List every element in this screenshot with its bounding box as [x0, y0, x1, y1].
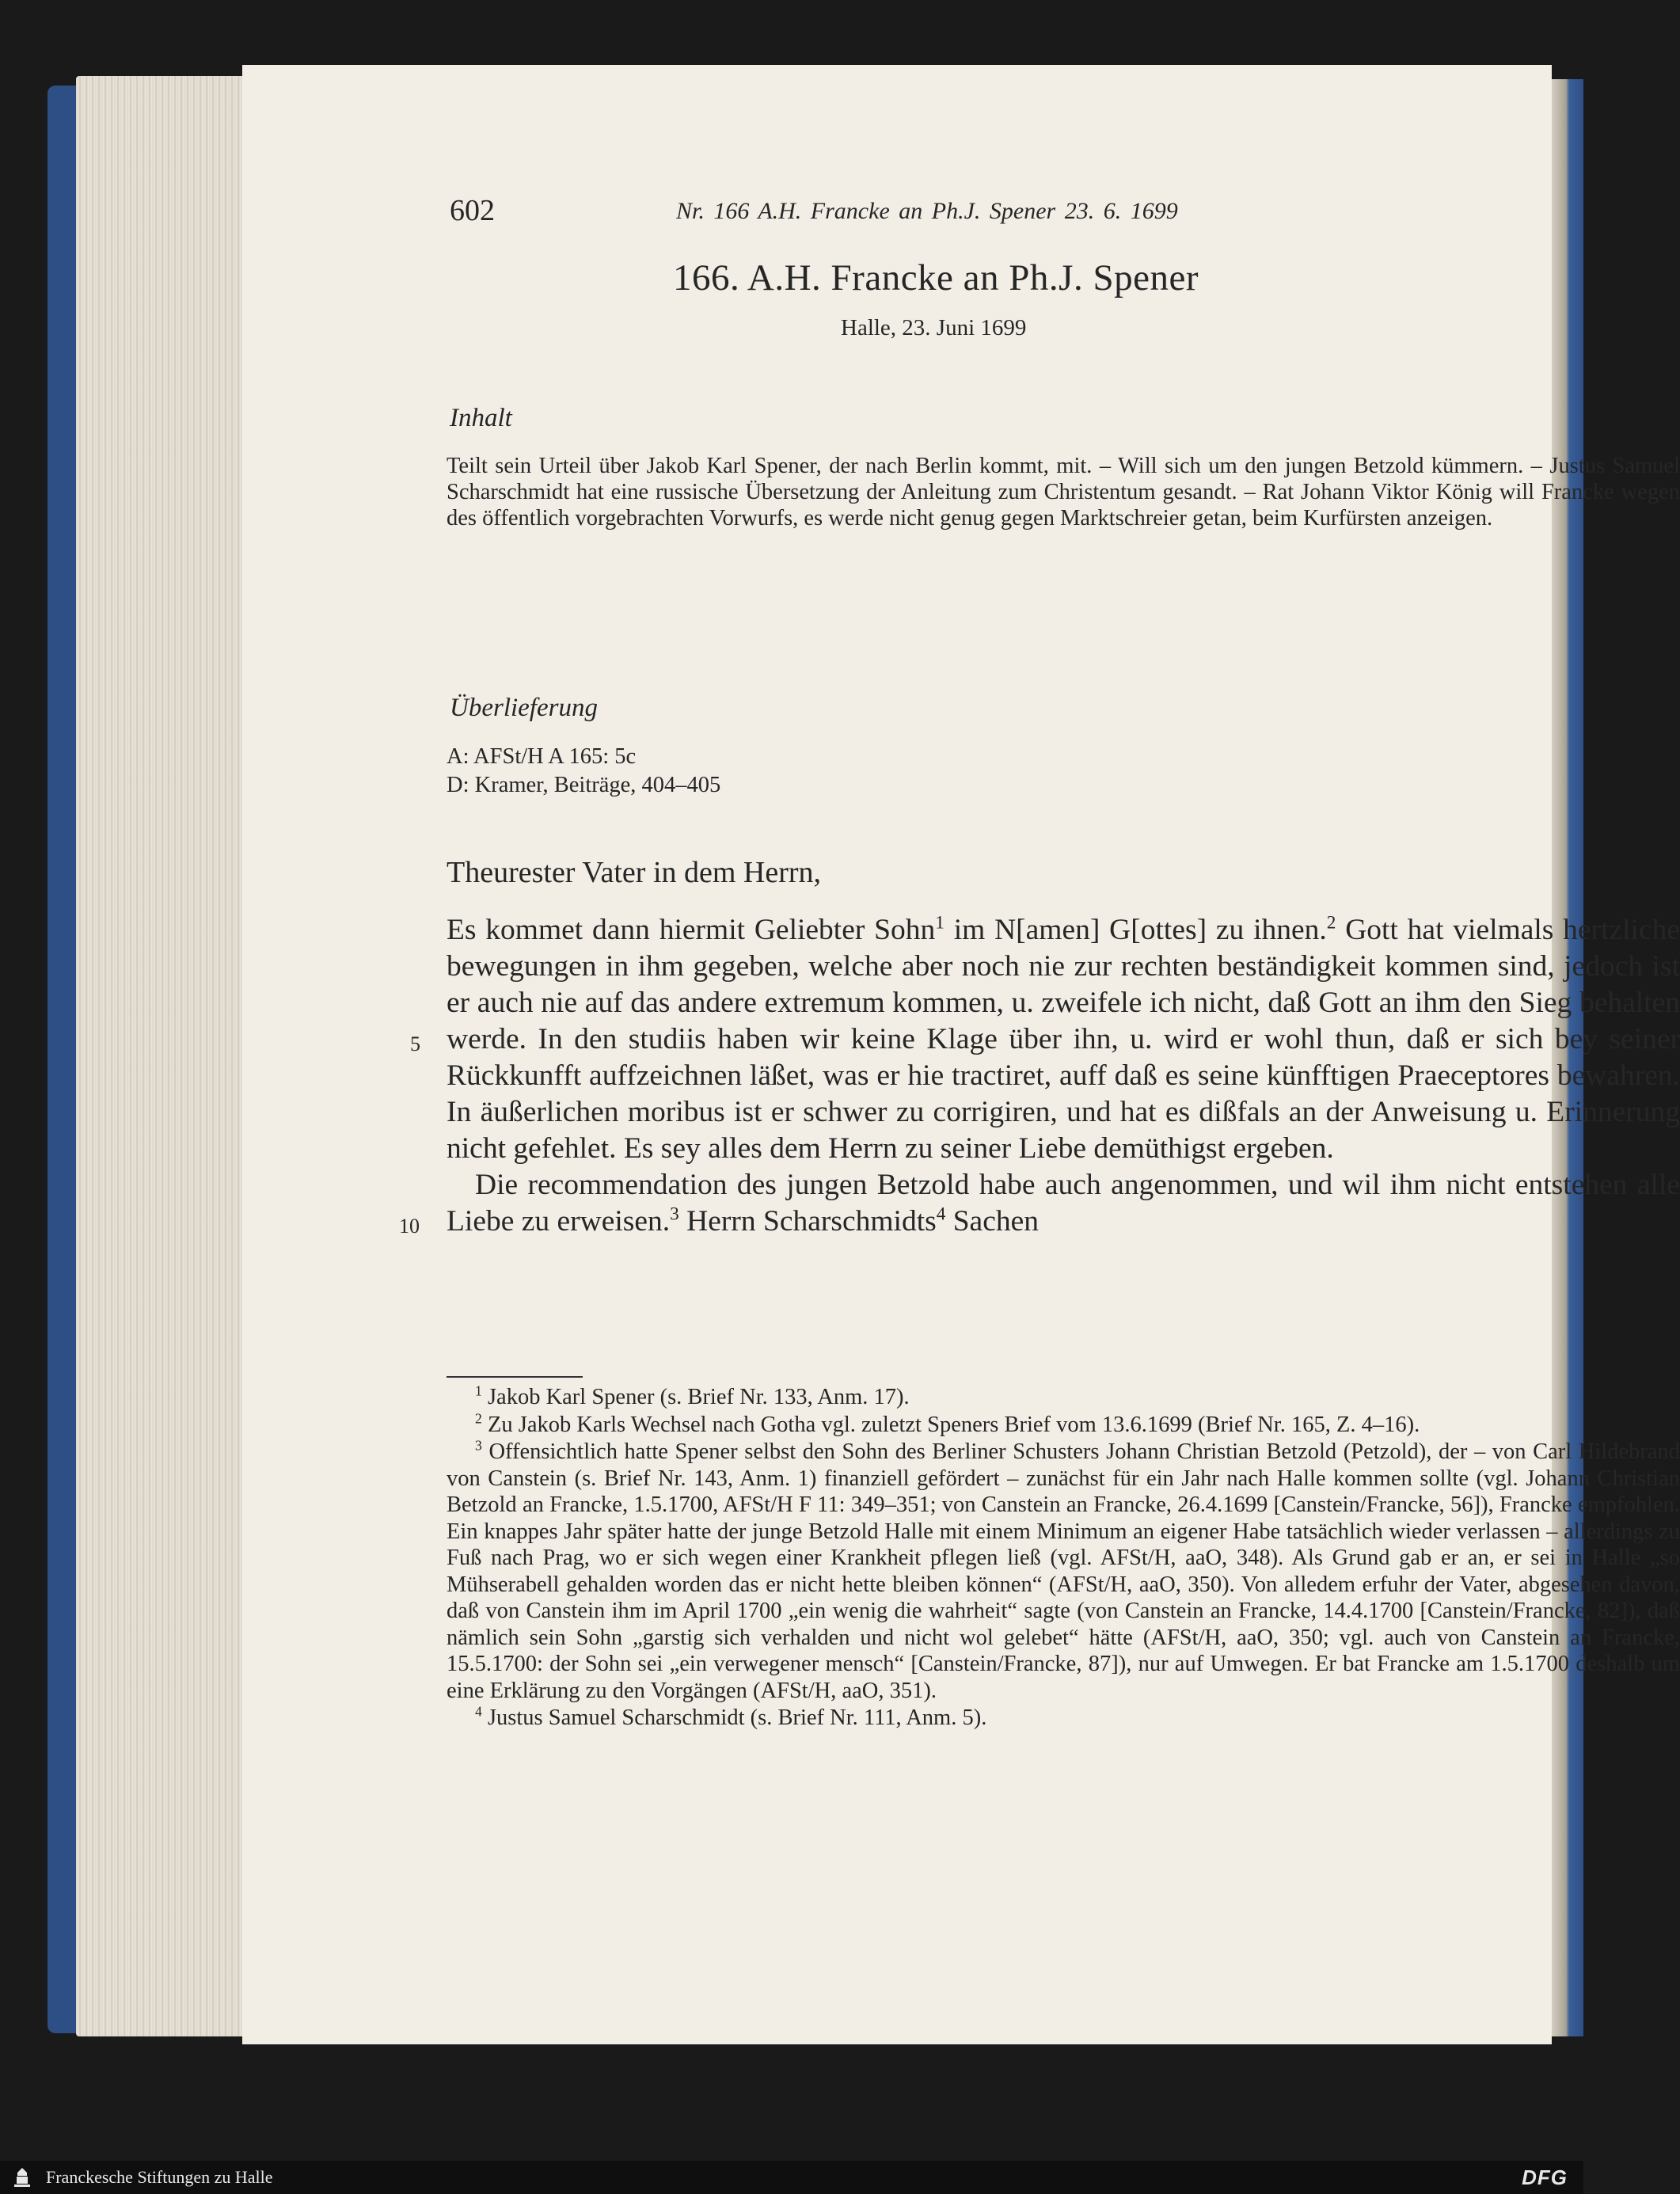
footnote-ref: 4	[936, 1203, 946, 1225]
footnote-text: Justus Samuel Scharschmidt (s. Brief Nr. 111, Anm. 5).	[487, 1705, 987, 1730]
footnote	[447, 1705, 1680, 1732]
footnote-ref: 1	[935, 912, 945, 933]
footnote-text: Offensichtlich hatte Spener selbst den Sohn des Berliner Schusters Johann Christian Betzold (Petzold), der – von Carl Hildebrand von Canstein (s. Brief Nr. 143, Anm. 1) finanziell gefördert – zunächst für ein Jahr nach Halle kommen sollte (vgl. Johann Christian Betzold an Francke, 1.5.1700, AFSt/H F 11: 349–351; von Canstein an Francke, 26.4.1699 [Canstein/Francke, 56]), Francke empfohlen. Ein knappes Jahr später hatte der junge Betzold Halle mit einem Minimum an eigener Habe tatsächlich wieder verlassen – allerdings zu Fuß nach Prag, wo er sich wegen einer Krankheit pflegen ließ (vgl. AFSt/H, aaO, 348). Als Grund gab er an, er sei in Halle „so Mühserabell gehalden worden das er nicht hette bleiben können“ (AFSt/H, aaO, 350). Von alledem erfuhr der Vater, abgesehen davon, daß von Canstein ihm im April 1700 „ein wenig die wahrheit“ sagte (von Canstein an Francke, 14.4.1700 [Canstein/Francke, 82]), daß nämlich sein Sohn „garstig sich verhalden und nicht wol gelebet“ hätte (AFSt/H, aaO, 350; vgl. auch von Canstein an Francke, 15.5.1700: der Sohn sei „ein verwegener mensch“ [Canstein/Francke, 87]), nur auf Umwegen. Er bat Francke am 1.5.1700 deshalb um eine Erklärung zu den Vorgängen (AFSt/H, aaO, 351).	[447, 1439, 1680, 1703]
running-head: Nr. 166 A.H. Francke an Ph.J. Spener 23. 6. 1699	[676, 198, 1178, 224]
book-page-edges	[76, 76, 245, 2036]
footnote-ref: 2	[1326, 912, 1336, 933]
body-text-span: Herrn Scharschmidts	[678, 1205, 937, 1238]
footnote-number: 3	[475, 1437, 482, 1454]
letter-body	[447, 912, 1680, 1240]
transmission-line-d: D: Kramer, Beiträge, 404–405	[447, 773, 721, 797]
body-paragraph-1	[447, 912, 1680, 1167]
line-number: 5	[410, 1032, 420, 1055]
letter-title: 166. A.H. Francke an Ph.J. Spener	[673, 257, 1199, 298]
book-page	[242, 65, 1680, 2044]
body-text-span: Gott hat vielmals hertzliche bewegungen in ihm gegeben, welche aber noch nie zur rechten beständigkeit kommen sind, jedoch ist er auch nie auf das andere extremum kommen, u. zweifele ich nicht, daß Gott an ihm den Sieg behalten werde. In den studiis haben wir keine Klage über ihn, u. wird er wohl thun, daß er sich bey seiner Rückkunfft auffzeichnen läßet, was er hie tractiret, auff daß es seine künfftigen Praeceptores bewahren. In äußerlichen moribus ist er schwer zu corrigiren, und hat es dißfals an der Anweisung u. Erinnerung nicht gefehlet. Es sey alles dem Herrn zu seiner Liebe demüthigst ergeben.	[447, 914, 1680, 1165]
dfg-logo: DFG	[1522, 2165, 1568, 2189]
footnote	[447, 1412, 1680, 1439]
line-number: 10	[399, 1215, 420, 1238]
institution-logo-icon	[10, 2165, 35, 2190]
footnote-number: 4	[475, 1703, 482, 1720]
footnote-ref: 3	[670, 1203, 679, 1225]
body-text-span: Sachen	[945, 1205, 1039, 1238]
body-paragraph-2	[447, 1167, 1680, 1240]
transmission-line-a: A: AFSt/H A 165: 5c	[447, 744, 637, 769]
footnote	[447, 1439, 1680, 1704]
ueberlieferung-heading: Überlieferung	[450, 694, 598, 722]
inhalt-summary: Teilt sein Urteil über Jakob Karl Spener, der nach Berlin kommt, mit. – Will sich um den jungen Betzold kümmern. – Justus Samuel Scharschmidt hat eine russische Übersetzung der Anleitung zum Christentum gesandt. – Rat Johann Viktor König will Francke wegen des öffentlich vorgebrachten Vorwurfs, es werde nicht genug gegen Marktschreier getan, beim Kurfürsten anzeigen.	[447, 454, 1680, 530]
body-text-span: Die recommendation des jungen Betzold habe auch angenommen, und wil ihm nicht entstehen alle Liebe zu erweisen.	[447, 1169, 1680, 1238]
page-number: 602	[450, 194, 495, 227]
footnote-number: 2	[475, 1410, 482, 1426]
viewer-footer	[0, 2161, 1583, 2194]
institution-name: Franckesche Stiftungen zu Halle	[46, 2167, 273, 2187]
body-text-span: im N[amen] G[ottes] zu ihnen.	[944, 914, 1327, 946]
footnote-text: Zu Jakob Karls Wechsel nach Gotha vgl. zuletzt Speners Brief vom 13.6.1699 (Brief Nr. 165, Z. 4–16).	[487, 1412, 1420, 1437]
letter-place-date: Halle, 23. Juni 1699	[841, 315, 1027, 340]
footnote-divider	[447, 1376, 583, 1378]
inhalt-heading: Inhalt	[450, 404, 512, 432]
footnote-number: 1	[475, 1382, 482, 1399]
footnote	[447, 1384, 1680, 1411]
footnote-text: Jakob Karl Spener (s. Brief Nr. 133, Anm. 17).	[487, 1385, 910, 1409]
body-text-span: Es kommet dann hiermit Geliebter Sohn	[447, 914, 936, 946]
footnotes	[447, 1384, 1680, 1732]
salutation: Theurester Vater in dem Herrn,	[447, 856, 822, 889]
